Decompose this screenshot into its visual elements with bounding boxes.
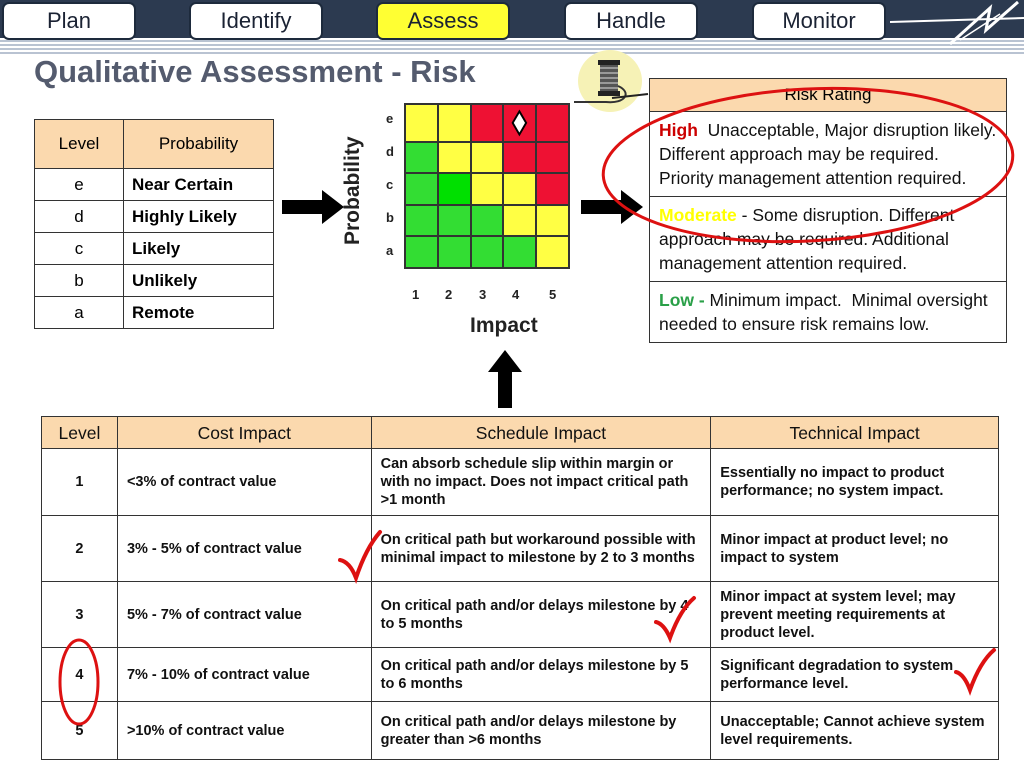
matrix-row-label: a bbox=[386, 243, 394, 258]
tab-monitor[interactable]: Monitor bbox=[752, 2, 886, 40]
impact-header-schedule: Schedule Impact bbox=[371, 417, 711, 449]
impact-cost: >10% of contract value bbox=[117, 702, 371, 760]
matrix-cell bbox=[471, 104, 504, 142]
probability-row bbox=[35, 297, 274, 329]
probability-header-probability: Probability bbox=[124, 120, 274, 169]
matrix-cell bbox=[438, 205, 471, 237]
probability-header-level: Level bbox=[35, 120, 124, 169]
matrix-col-label: 3 bbox=[479, 287, 487, 302]
rating-high-label: High bbox=[659, 120, 698, 140]
matrix-row-label: d bbox=[386, 144, 394, 159]
matrix-cell bbox=[536, 236, 569, 268]
matrix-cell bbox=[471, 236, 504, 268]
thread-spool-icon bbox=[572, 46, 652, 116]
tab-handle[interactable]: Handle bbox=[564, 2, 698, 40]
impact-header-cost: Cost Impact bbox=[117, 417, 371, 449]
impact-schedule: Can absorb schedule slip within margin or with no impact. Does not impact critical path >1 month bbox=[371, 449, 711, 516]
matrix-cell bbox=[503, 173, 536, 205]
impact-cost: <3% of contract value bbox=[117, 449, 371, 516]
impact-schedule: On critical path and/or delays milestone by greater than >6 months bbox=[371, 702, 711, 760]
rating-moderate-text: - Some disruption. Different approach may be required. Additional management attention required. bbox=[659, 205, 960, 273]
matrix-cell bbox=[405, 142, 438, 174]
matrix-cell bbox=[405, 104, 438, 142]
probability-row bbox=[35, 169, 274, 201]
impact-level: 1 bbox=[42, 449, 118, 516]
impact-schedule: On critical path but workaround possible with minimal impact to milestone by 2 to 3 months bbox=[371, 516, 711, 582]
rating-low-text: Minimum impact. Minimal oversight needed to ensure risk remains low. bbox=[659, 290, 998, 334]
matrix-col-label: 2 bbox=[445, 287, 453, 302]
impact-level: 5 bbox=[42, 702, 118, 760]
matrix-cell bbox=[536, 104, 569, 142]
matrix-cell bbox=[438, 173, 471, 205]
matrix-cell bbox=[405, 236, 438, 268]
matrix-row-label: b bbox=[386, 210, 394, 225]
probability-level: a bbox=[35, 297, 124, 329]
rating-low-label: Low - bbox=[659, 290, 705, 310]
matrix-cell bbox=[438, 142, 471, 174]
impact-technical: Essentially no impact to product performance; no system impact. bbox=[711, 449, 999, 516]
matrix-row-label: e bbox=[386, 111, 394, 126]
probability-row bbox=[35, 201, 274, 233]
probability-label: Unlikely bbox=[124, 265, 274, 297]
tab-plan[interactable]: Plan bbox=[2, 2, 136, 40]
matrix-col-label: 5 bbox=[549, 287, 557, 302]
impact-cost: 3% - 5% of contract value bbox=[117, 516, 371, 582]
impact-technical: Unacceptable; Cannot achieve system level requirements. bbox=[711, 702, 999, 760]
matrix-x-axis-label: Impact bbox=[470, 314, 538, 337]
probability-level: b bbox=[35, 265, 124, 297]
matrix-cell bbox=[405, 205, 438, 237]
page-title: Qualitative Assessment - Risk bbox=[34, 54, 476, 89]
probability-level: c bbox=[35, 233, 124, 265]
rating-high-text: Unacceptable, Major disruption likely. Different approach may be required. Priority management attention required. bbox=[659, 120, 1006, 188]
decorative-stripes bbox=[0, 38, 1024, 54]
matrix-cell bbox=[503, 236, 536, 268]
probability-level: d bbox=[35, 201, 124, 233]
arrow-up-icon bbox=[488, 350, 522, 408]
arrow-right-icon bbox=[581, 190, 643, 224]
diamond-marker-icon bbox=[504, 105, 535, 141]
risk-rating-low bbox=[650, 282, 1006, 342]
impact-technical: Minor impact at system level; may prevent meeting requirements at product level. bbox=[711, 582, 999, 648]
probability-label: Near Certain bbox=[124, 169, 274, 201]
matrix-cell bbox=[471, 173, 504, 205]
impact-cost: 7% - 10% of contract value bbox=[117, 648, 371, 702]
matrix-cell bbox=[503, 205, 536, 237]
probability-label: Highly Likely bbox=[124, 201, 274, 233]
impact-header-level: Level bbox=[42, 417, 118, 449]
matrix-cell bbox=[405, 173, 438, 205]
impact-level: 4 bbox=[42, 648, 118, 702]
matrix-cell bbox=[438, 104, 471, 142]
tab-assess[interactable]: Assess bbox=[376, 2, 510, 40]
tab-identify[interactable]: Identify bbox=[189, 2, 323, 40]
probability-row bbox=[35, 233, 274, 265]
impact-row bbox=[42, 449, 999, 516]
risk-matrix bbox=[404, 103, 570, 269]
matrix-cell bbox=[503, 142, 536, 174]
impact-level: 2 bbox=[42, 516, 118, 582]
risk-rating-high bbox=[650, 112, 1006, 197]
matrix-cell bbox=[536, 205, 569, 237]
probability-label: Remote bbox=[124, 297, 274, 329]
impact-technical: Significant degradation to system performance level. bbox=[711, 648, 999, 702]
impact-row bbox=[42, 516, 999, 582]
company-logo-icon bbox=[890, 0, 1024, 52]
risk-rating-panel bbox=[649, 78, 1007, 343]
matrix-cell bbox=[503, 104, 536, 142]
impact-header-technical: Technical Impact bbox=[711, 417, 999, 449]
matrix-cell bbox=[471, 205, 504, 237]
impact-table bbox=[41, 416, 999, 760]
rating-moderate-label: Moderate bbox=[659, 205, 737, 225]
risk-rating-header: Risk Rating bbox=[650, 79, 1006, 112]
matrix-col-label: 1 bbox=[412, 287, 420, 302]
impact-level: 3 bbox=[42, 582, 118, 648]
arrow-right-icon bbox=[282, 190, 344, 224]
matrix-y-axis-label: Probability bbox=[341, 136, 364, 245]
matrix-cell bbox=[536, 173, 569, 205]
probability-label: Likely bbox=[124, 233, 274, 265]
risk-rating-moderate bbox=[650, 197, 1006, 282]
impact-row bbox=[42, 702, 999, 760]
probability-table bbox=[34, 119, 274, 329]
matrix-col-label: 4 bbox=[512, 287, 520, 302]
impact-row bbox=[42, 648, 999, 702]
matrix-cell bbox=[536, 142, 569, 174]
matrix-row-label: c bbox=[386, 177, 394, 192]
impact-technical: Minor impact at product level; no impact to system bbox=[711, 516, 999, 582]
matrix-cell bbox=[471, 142, 504, 174]
impact-row bbox=[42, 582, 999, 648]
impact-schedule: On critical path and/or delays milestone by 5 to 6 months bbox=[371, 648, 711, 702]
impact-schedule: On critical path and/or delays milestone by 4 to 5 months bbox=[371, 582, 711, 648]
probability-level: e bbox=[35, 169, 124, 201]
matrix-cell bbox=[438, 236, 471, 268]
impact-cost: 5% - 7% of contract value bbox=[117, 582, 371, 648]
probability-row bbox=[35, 265, 274, 297]
